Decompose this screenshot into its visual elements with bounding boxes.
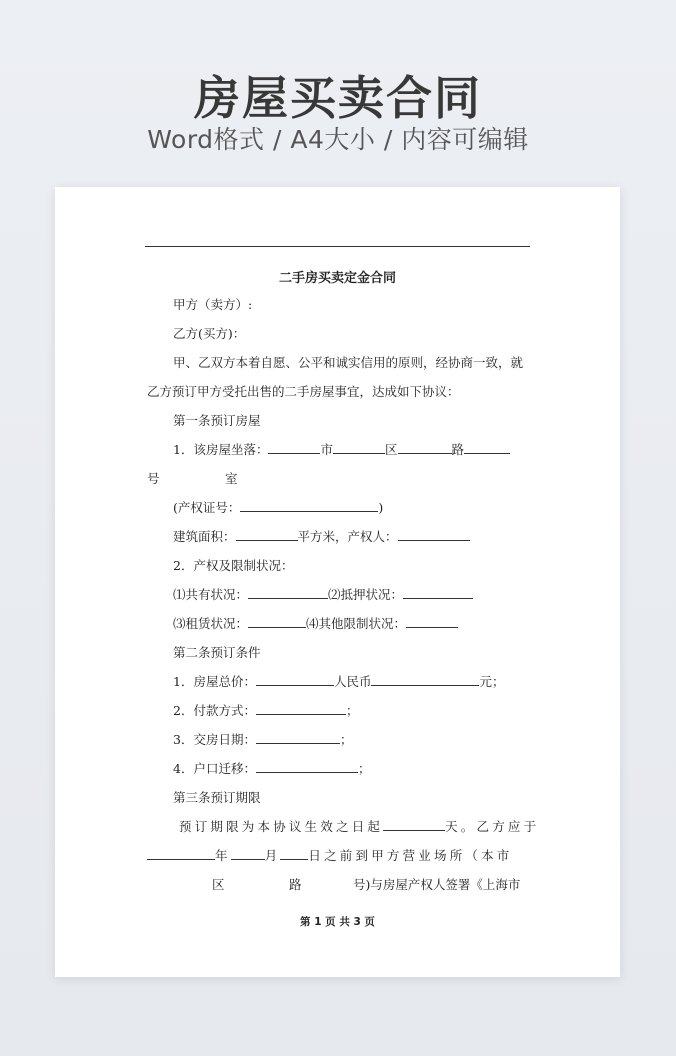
location-line (173, 440, 510, 458)
currency-label: 人民币 (333, 674, 372, 689)
price-line (173, 672, 505, 690)
cert-close: ) (378, 500, 384, 515)
road-end-blank[interactable] (464, 440, 510, 454)
owner-blank[interactable] (398, 527, 470, 541)
district2-label: 区 (212, 877, 225, 892)
year-label: 年 (215, 848, 231, 863)
lease-blank[interactable] (248, 614, 306, 628)
day-text: 日之前到甲方营业场所（本市 (308, 848, 513, 863)
district-blank[interactable] (333, 440, 385, 454)
hukou-blank[interactable] (256, 759, 358, 773)
area-unit: 平方米，产权人： (297, 529, 398, 544)
location-label: 1．该房屋坐落： (173, 442, 269, 457)
year-blank[interactable] (147, 846, 215, 860)
handover-line (173, 730, 352, 748)
page-footer: 第 1 页 共 3 页 (300, 916, 375, 928)
payment-line (173, 701, 358, 719)
handover-blank[interactable] (256, 730, 340, 744)
road-blank[interactable] (398, 440, 452, 454)
hukou-line (173, 759, 370, 777)
page-title: 房屋买卖合同 (194, 71, 482, 125)
day-blank[interactable] (280, 846, 308, 860)
party-b-line: 乙方(买方)： (173, 326, 246, 341)
mortgage-label: ⑵抵押状况： (328, 587, 404, 602)
property-status-label: 2．产权及限制状况： (173, 558, 294, 573)
co-own-blank[interactable] (248, 585, 328, 599)
header-rule (145, 246, 530, 247)
road-label: 路 (451, 442, 465, 457)
article-3-title: 第三条预订期限 (173, 790, 261, 805)
page-subtitle: Word格式 / A4大小 / 内容可编辑 (147, 125, 529, 154)
currency-blank[interactable] (371, 672, 479, 686)
room-label: 室 (225, 471, 238, 486)
yuan-label: 元； (479, 674, 505, 689)
term-line-2 (147, 846, 513, 864)
lease-label: ⑶租赁状况： (173, 616, 249, 631)
term-text-a: 预订期限为本协议生效之日起 (179, 819, 384, 834)
area-blank[interactable] (236, 527, 298, 541)
term-days-blank[interactable] (383, 817, 445, 831)
price-blank[interactable] (256, 672, 334, 686)
intro-line-2: 乙方预订甲方受托出售的二手房屋事宜，达成如下协议： (147, 384, 460, 399)
city-label: 市 (320, 442, 333, 457)
price-label: 1．房屋总价： (173, 674, 256, 689)
party-a-line: 甲方（卖方）: (173, 297, 253, 312)
term-text-b: 天。乙方应于 (445, 819, 540, 834)
month-blank[interactable] (231, 846, 265, 860)
document-title: 二手房买卖定金合同 (278, 271, 396, 286)
hukou-semicolon: ； (357, 761, 371, 776)
cert-line (173, 498, 383, 516)
cert-blank[interactable] (240, 498, 378, 512)
article-1-title: 第一条预订房屋 (173, 413, 261, 428)
co-own-line (173, 585, 473, 603)
other-limit-label: ⑷其他限制状况： (306, 616, 407, 631)
payment-semicolon: ； (345, 703, 359, 718)
hukou-label: 4．户口迁移： (173, 761, 256, 776)
city-blank[interactable] (268, 440, 320, 454)
other-limit-blank[interactable] (406, 614, 458, 628)
payment-label: 2．付款方式： (173, 703, 256, 718)
road2-label: 路 (289, 877, 302, 892)
payment-blank[interactable] (256, 701, 346, 715)
document-page (55, 187, 620, 977)
mortgage-blank[interactable] (403, 585, 473, 599)
article-2-title: 第二条预订条件 (173, 645, 261, 660)
intro-line-1: 甲、乙双方本着自愿、公平和诚实信用的原则，经协商一致，就 (173, 355, 524, 370)
area-label: 建筑面积： (173, 529, 236, 544)
area-line (173, 527, 470, 545)
handover-semicolon: ； (339, 732, 353, 747)
month-label: 月 (264, 848, 281, 863)
number-label: 号 (147, 471, 160, 486)
term-line-1 (179, 817, 539, 835)
handover-label: 3．交房日期： (173, 732, 256, 747)
lease-line (173, 614, 458, 632)
co-own-label: ⑴共有状况： (173, 587, 249, 602)
cert-label: (产权证号： (173, 500, 241, 515)
sign-text: 号)与房屋产权人签署《上海市 (353, 877, 521, 892)
district-label: 区 (384, 442, 398, 457)
